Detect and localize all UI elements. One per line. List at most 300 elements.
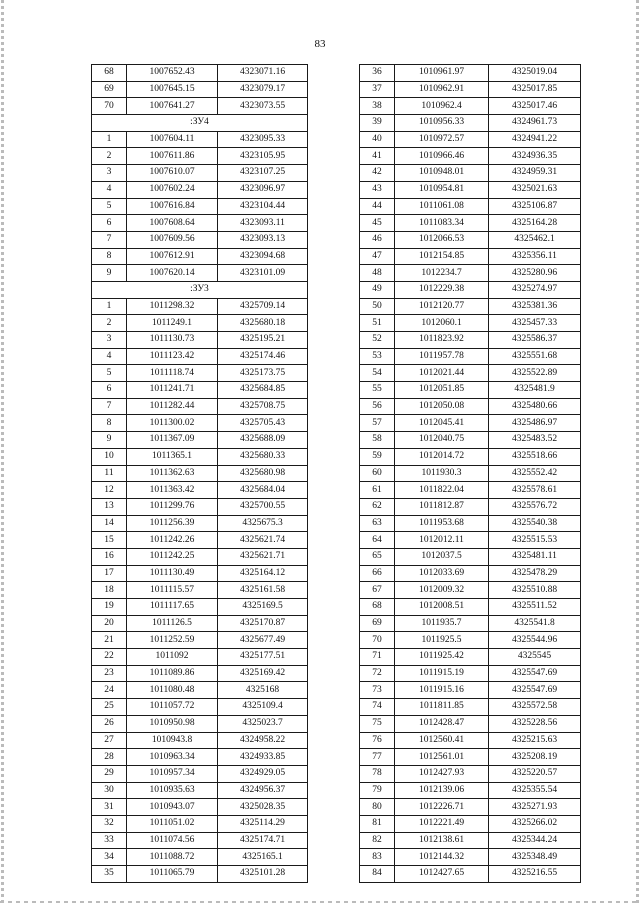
x-coordinate-cell: 1011252.59 — [127, 632, 218, 649]
x-coordinate-cell: 1010962.91 — [395, 81, 489, 98]
table-row — [92, 432, 308, 449]
y-coordinate-cell: 4325355.54 — [489, 782, 581, 799]
table-row — [92, 815, 308, 832]
x-coordinate-cell: 1011092 — [127, 649, 218, 666]
y-coordinate-cell: 4325165.1 — [218, 849, 308, 866]
x-coordinate-cell: 1010966.46 — [395, 148, 489, 165]
point-number-cell: 64 — [360, 532, 395, 549]
coordinates-table-right — [359, 64, 581, 883]
point-number-cell: 13 — [92, 498, 127, 515]
point-number-cell: 6 — [92, 382, 127, 399]
point-number-cell: 54 — [360, 365, 395, 382]
point-number-cell: 58 — [360, 432, 395, 449]
table-row — [360, 565, 581, 582]
x-coordinate-cell: 1010962.4 — [395, 98, 489, 115]
y-coordinate-cell: 4325019.04 — [489, 65, 581, 82]
point-number-cell: 45 — [360, 215, 395, 232]
point-number-cell: 42 — [360, 165, 395, 182]
table-row — [92, 332, 308, 349]
point-number-cell: 48 — [360, 265, 395, 282]
x-coordinate-cell: 1011057.72 — [127, 699, 218, 716]
y-coordinate-cell: 4325266.02 — [489, 815, 581, 832]
table-row — [92, 131, 308, 148]
point-number-cell: 68 — [92, 65, 127, 82]
y-coordinate-cell: 4323093.13 — [218, 231, 308, 248]
table-row — [360, 432, 581, 449]
table-row — [360, 465, 581, 482]
table-row — [360, 298, 581, 315]
y-coordinate-cell: 4323079.17 — [218, 81, 308, 98]
point-number-cell: 83 — [360, 849, 395, 866]
x-coordinate-cell: 1012037.5 — [395, 548, 489, 565]
y-coordinate-cell: 4325481.9 — [489, 382, 581, 399]
point-number-cell: 78 — [360, 765, 395, 782]
point-number-cell: 72 — [360, 665, 395, 682]
table-row — [92, 198, 308, 215]
table-row — [92, 382, 308, 399]
table-row — [92, 348, 308, 365]
table-row — [92, 81, 308, 98]
y-coordinate-cell: 4325677.49 — [218, 632, 308, 649]
point-number-cell: 69 — [360, 615, 395, 632]
y-coordinate-cell: 4325578.61 — [489, 482, 581, 499]
x-coordinate-cell: 1010957.34 — [127, 765, 218, 782]
x-coordinate-cell: 1010972.57 — [395, 131, 489, 148]
table-row — [92, 615, 308, 632]
table-row — [360, 365, 581, 382]
x-coordinate-cell: 1012138.61 — [395, 832, 489, 849]
table-row — [360, 782, 581, 799]
y-coordinate-cell: 4325522.89 — [489, 365, 581, 382]
y-coordinate-cell: 4325621.71 — [218, 548, 308, 565]
point-number-cell: 63 — [360, 515, 395, 532]
x-coordinate-cell: 1011130.49 — [127, 565, 218, 582]
point-number-cell: 56 — [360, 398, 395, 415]
table-row — [360, 832, 581, 849]
x-coordinate-cell: 1011298.32 — [127, 298, 218, 315]
y-coordinate-cell: 4324941.22 — [489, 131, 581, 148]
point-number-cell: 73 — [360, 682, 395, 699]
x-coordinate-cell: 1011083.34 — [395, 215, 489, 232]
y-coordinate-cell: 4325480.66 — [489, 398, 581, 415]
y-coordinate-cell: 4325709.14 — [218, 298, 308, 315]
coordinates-table-right-body — [360, 65, 581, 883]
point-number-cell: 76 — [360, 732, 395, 749]
table-row — [360, 148, 581, 165]
point-number-cell: 19 — [92, 599, 127, 616]
point-number-cell: 8 — [92, 415, 127, 432]
x-coordinate-cell: 1011812.87 — [395, 498, 489, 515]
point-number-cell: 40 — [360, 131, 395, 148]
point-number-cell: 2 — [92, 148, 127, 165]
x-coordinate-cell: 1011242.25 — [127, 548, 218, 565]
y-coordinate-cell: 4325552.42 — [489, 465, 581, 482]
table-row — [360, 632, 581, 649]
y-coordinate-cell: 4324933.85 — [218, 749, 308, 766]
point-number-cell: 71 — [360, 649, 395, 666]
scan-edge-right — [636, 0, 639, 905]
y-coordinate-cell: 4325174.46 — [218, 348, 308, 365]
table-row — [92, 231, 308, 248]
x-coordinate-cell: 1011299.76 — [127, 498, 218, 515]
table-row — [92, 398, 308, 415]
x-coordinate-cell: 1011061.08 — [395, 198, 489, 215]
x-coordinate-cell: 1011925.5 — [395, 632, 489, 649]
y-coordinate-cell: 4325177.51 — [218, 649, 308, 666]
table-row — [92, 849, 308, 866]
x-coordinate-cell: 1012234.7 — [395, 265, 489, 282]
table-row — [360, 749, 581, 766]
x-coordinate-cell: 1010948.01 — [395, 165, 489, 182]
table-row — [360, 732, 581, 749]
point-number-cell: 70 — [360, 632, 395, 649]
y-coordinate-cell: 4325700.55 — [218, 498, 308, 515]
x-coordinate-cell: 1011282.44 — [127, 398, 218, 415]
section-header-row — [92, 115, 308, 132]
x-coordinate-cell: 1011953.68 — [395, 515, 489, 532]
x-coordinate-cell: 1010943.8 — [127, 732, 218, 749]
point-number-cell: 18 — [92, 582, 127, 599]
table-row — [360, 699, 581, 716]
y-coordinate-cell: 4325164.12 — [218, 565, 308, 582]
y-coordinate-cell: 4325586.37 — [489, 332, 581, 349]
table-row — [360, 582, 581, 599]
x-coordinate-cell: 1011115.57 — [127, 582, 218, 599]
y-coordinate-cell: 4325021.63 — [489, 181, 581, 198]
x-coordinate-cell: 1011074.56 — [127, 832, 218, 849]
table-row — [360, 415, 581, 432]
section-label: :ЗУ4 — [92, 115, 308, 132]
table-row — [360, 398, 581, 415]
point-number-cell: 39 — [360, 115, 395, 132]
table-row — [92, 448, 308, 465]
table-row — [360, 665, 581, 682]
point-number-cell: 80 — [360, 799, 395, 816]
x-coordinate-cell: 1012229.38 — [395, 281, 489, 298]
table-row — [360, 382, 581, 399]
x-coordinate-cell: 1012427.93 — [395, 765, 489, 782]
y-coordinate-cell: 4323101.09 — [218, 265, 308, 282]
table-row — [92, 866, 308, 883]
point-number-cell: 9 — [92, 432, 127, 449]
table-row — [360, 231, 581, 248]
y-coordinate-cell: 4325170.87 — [218, 615, 308, 632]
table-row — [92, 98, 308, 115]
table-row — [92, 699, 308, 716]
y-coordinate-cell: 4325511.52 — [489, 599, 581, 616]
table-row — [360, 548, 581, 565]
x-coordinate-cell: 1011242.26 — [127, 532, 218, 549]
x-coordinate-cell: 1011065.79 — [127, 866, 218, 883]
coordinates-table-left-body — [92, 65, 308, 883]
table-row — [360, 131, 581, 148]
table-row — [92, 265, 308, 282]
y-coordinate-cell: 4325164.28 — [489, 215, 581, 232]
table-row — [360, 65, 581, 82]
x-coordinate-cell: 1010954.81 — [395, 181, 489, 198]
point-number-cell: 15 — [92, 532, 127, 549]
table-row — [360, 248, 581, 265]
point-number-cell: 7 — [92, 398, 127, 415]
y-coordinate-cell: 4323073.55 — [218, 98, 308, 115]
table-row — [92, 482, 308, 499]
y-coordinate-cell: 4323105.95 — [218, 148, 308, 165]
coordinates-table-left — [91, 64, 308, 883]
table-row — [92, 515, 308, 532]
table-row — [92, 532, 308, 549]
point-number-cell: 28 — [92, 749, 127, 766]
x-coordinate-cell: 1012144.32 — [395, 849, 489, 866]
table-row — [360, 348, 581, 365]
point-number-cell: 44 — [360, 198, 395, 215]
table-row — [360, 315, 581, 332]
table-row — [360, 799, 581, 816]
table-row — [360, 532, 581, 549]
y-coordinate-cell: 4325551.68 — [489, 348, 581, 365]
table-row — [360, 281, 581, 298]
y-coordinate-cell: 4325017.85 — [489, 81, 581, 98]
point-number-cell: 68 — [360, 599, 395, 616]
x-coordinate-cell: 1011241.71 — [127, 382, 218, 399]
table-row — [360, 815, 581, 832]
x-coordinate-cell: 1011362.63 — [127, 465, 218, 482]
x-coordinate-cell: 1011915.19 — [395, 665, 489, 682]
point-number-cell: 59 — [360, 448, 395, 465]
table-row — [360, 849, 581, 866]
table-row — [92, 765, 308, 782]
y-coordinate-cell: 4325216.55 — [489, 866, 581, 883]
x-coordinate-cell: 1011363.42 — [127, 482, 218, 499]
point-number-cell: 25 — [92, 699, 127, 716]
point-number-cell: 30 — [92, 782, 127, 799]
x-coordinate-cell: 1007645.15 — [127, 81, 218, 98]
x-coordinate-cell: 1011118.74 — [127, 365, 218, 382]
x-coordinate-cell: 1010943.07 — [127, 799, 218, 816]
y-coordinate-cell: 4325675.3 — [218, 515, 308, 532]
x-coordinate-cell: 1012139.06 — [395, 782, 489, 799]
x-coordinate-cell: 1011130.73 — [127, 332, 218, 349]
scan-edge-left — [1, 0, 4, 905]
x-coordinate-cell: 1007602.24 — [127, 181, 218, 198]
x-coordinate-cell: 1012012.11 — [395, 532, 489, 549]
y-coordinate-cell: 4325688.09 — [218, 432, 308, 449]
point-number-cell: 82 — [360, 832, 395, 849]
point-number-cell: 65 — [360, 548, 395, 565]
x-coordinate-cell: 1011925.42 — [395, 649, 489, 666]
x-coordinate-cell: 1012050.08 — [395, 398, 489, 415]
x-coordinate-cell: 1011256.39 — [127, 515, 218, 532]
point-number-cell: 37 — [360, 81, 395, 98]
x-coordinate-cell: 1011957.78 — [395, 348, 489, 365]
x-coordinate-cell: 1012120.77 — [395, 298, 489, 315]
y-coordinate-cell: 4325161.58 — [218, 582, 308, 599]
y-coordinate-cell: 4325515.53 — [489, 532, 581, 549]
x-coordinate-cell: 1010961.97 — [395, 65, 489, 82]
table-row — [92, 632, 308, 649]
section-label: :ЗУ3 — [92, 281, 308, 298]
x-coordinate-cell: 1007611.86 — [127, 148, 218, 165]
point-number-cell: 14 — [92, 515, 127, 532]
table-row — [92, 649, 308, 666]
y-coordinate-cell: 4325684.04 — [218, 482, 308, 499]
point-number-cell: 12 — [92, 482, 127, 499]
table-row — [92, 682, 308, 699]
point-number-cell: 51 — [360, 315, 395, 332]
table-row — [360, 448, 581, 465]
x-coordinate-cell: 1012040.75 — [395, 432, 489, 449]
y-coordinate-cell: 4323071.16 — [218, 65, 308, 82]
x-coordinate-cell: 1011249.1 — [127, 315, 218, 332]
point-number-cell: 7 — [92, 231, 127, 248]
table-row — [360, 866, 581, 883]
point-number-cell: 4 — [92, 181, 127, 198]
y-coordinate-cell: 4325680.98 — [218, 465, 308, 482]
table-row — [92, 548, 308, 565]
table-row — [92, 465, 308, 482]
y-coordinate-cell: 4325101.28 — [218, 866, 308, 883]
scan-edge-bottom — [0, 901, 640, 903]
y-coordinate-cell: 4325518.66 — [489, 448, 581, 465]
x-coordinate-cell: 1007620.14 — [127, 265, 218, 282]
y-coordinate-cell: 4325481.11 — [489, 548, 581, 565]
y-coordinate-cell: 4325486.97 — [489, 415, 581, 432]
x-coordinate-cell: 1007604.11 — [127, 131, 218, 148]
table-row — [360, 599, 581, 616]
table-row — [360, 482, 581, 499]
x-coordinate-cell: 1012154.85 — [395, 248, 489, 265]
x-coordinate-cell: 1011117.65 — [127, 599, 218, 616]
point-number-cell: 84 — [360, 866, 395, 883]
table-row — [92, 732, 308, 749]
y-coordinate-cell: 4325684.85 — [218, 382, 308, 399]
point-number-cell: 21 — [92, 632, 127, 649]
y-coordinate-cell: 4325114.29 — [218, 815, 308, 832]
page-number: 83 — [314, 38, 326, 50]
y-coordinate-cell: 4325220.57 — [489, 765, 581, 782]
y-coordinate-cell: 4325109.4 — [218, 699, 308, 716]
table-row — [360, 515, 581, 532]
y-coordinate-cell: 4324929.05 — [218, 765, 308, 782]
table-row — [360, 765, 581, 782]
y-coordinate-cell: 4325541.8 — [489, 615, 581, 632]
table-row — [92, 665, 308, 682]
x-coordinate-cell: 1007610.07 — [127, 165, 218, 182]
point-number-cell: 5 — [92, 198, 127, 215]
point-number-cell: 35 — [92, 866, 127, 883]
point-number-cell: 11 — [92, 465, 127, 482]
x-coordinate-cell: 1007612.91 — [127, 248, 218, 265]
point-number-cell: 49 — [360, 281, 395, 298]
table-row — [360, 198, 581, 215]
table-row — [92, 799, 308, 816]
x-coordinate-cell: 1012014.72 — [395, 448, 489, 465]
table-row — [92, 599, 308, 616]
table-row — [360, 649, 581, 666]
table-row — [92, 832, 308, 849]
y-coordinate-cell: 4325540.38 — [489, 515, 581, 532]
section-header-row — [92, 281, 308, 298]
y-coordinate-cell: 4325348.49 — [489, 849, 581, 866]
x-coordinate-cell: 1011935.7 — [395, 615, 489, 632]
point-number-cell: 57 — [360, 415, 395, 432]
x-coordinate-cell: 1012066.53 — [395, 231, 489, 248]
point-number-cell: 53 — [360, 348, 395, 365]
point-number-cell: 2 — [92, 315, 127, 332]
table-row — [360, 715, 581, 732]
point-number-cell: 9 — [92, 265, 127, 282]
table-row — [360, 165, 581, 182]
table-row — [360, 332, 581, 349]
point-number-cell: 1 — [92, 131, 127, 148]
x-coordinate-cell: 1010963.34 — [127, 749, 218, 766]
table-row — [360, 81, 581, 98]
x-coordinate-cell: 1011123.42 — [127, 348, 218, 365]
point-number-cell: 34 — [92, 849, 127, 866]
x-coordinate-cell: 1012045.41 — [395, 415, 489, 432]
point-number-cell: 26 — [92, 715, 127, 732]
point-number-cell: 61 — [360, 482, 395, 499]
table-row — [92, 749, 308, 766]
y-coordinate-cell: 4325017.46 — [489, 98, 581, 115]
table-row — [360, 265, 581, 282]
table-row — [92, 181, 308, 198]
x-coordinate-cell: 1011367.09 — [127, 432, 218, 449]
table-row — [360, 115, 581, 132]
x-coordinate-cell: 1011088.72 — [127, 849, 218, 866]
y-coordinate-cell: 4325195.21 — [218, 332, 308, 349]
point-number-cell: 77 — [360, 749, 395, 766]
y-coordinate-cell: 4325680.18 — [218, 315, 308, 332]
point-number-cell: 41 — [360, 148, 395, 165]
point-number-cell: 47 — [360, 248, 395, 265]
table-row — [360, 615, 581, 632]
y-coordinate-cell: 4325106.87 — [489, 198, 581, 215]
x-coordinate-cell: 1012051.85 — [395, 382, 489, 399]
point-number-cell: 43 — [360, 181, 395, 198]
y-coordinate-cell: 4323104.44 — [218, 198, 308, 215]
x-coordinate-cell: 1012561.01 — [395, 749, 489, 766]
point-number-cell: 70 — [92, 98, 127, 115]
x-coordinate-cell: 1012021.44 — [395, 365, 489, 382]
x-coordinate-cell: 1011051.02 — [127, 815, 218, 832]
y-coordinate-cell: 4323096.97 — [218, 181, 308, 198]
y-coordinate-cell: 4324961.73 — [489, 115, 581, 132]
y-coordinate-cell: 4325356.11 — [489, 248, 581, 265]
table-row — [92, 782, 308, 799]
x-coordinate-cell: 1011089.86 — [127, 665, 218, 682]
x-coordinate-cell: 1012428.47 — [395, 715, 489, 732]
table-row — [92, 148, 308, 165]
point-number-cell: 60 — [360, 465, 395, 482]
y-coordinate-cell: 4325483.52 — [489, 432, 581, 449]
point-number-cell: 6 — [92, 215, 127, 232]
x-coordinate-cell: 1007652.43 — [127, 65, 218, 82]
y-coordinate-cell: 4324958.22 — [218, 732, 308, 749]
point-number-cell: 27 — [92, 732, 127, 749]
x-coordinate-cell: 1011930.3 — [395, 465, 489, 482]
point-number-cell: 20 — [92, 615, 127, 632]
x-coordinate-cell: 1012009.32 — [395, 582, 489, 599]
y-coordinate-cell: 4323095.33 — [218, 131, 308, 148]
y-coordinate-cell: 4325510.88 — [489, 582, 581, 599]
table-row — [360, 215, 581, 232]
point-number-cell: 32 — [92, 815, 127, 832]
x-coordinate-cell: 1012226.71 — [395, 799, 489, 816]
x-coordinate-cell: 1012033.69 — [395, 565, 489, 582]
point-number-cell: 22 — [92, 649, 127, 666]
x-coordinate-cell: 1011822.04 — [395, 482, 489, 499]
point-number-cell: 81 — [360, 815, 395, 832]
